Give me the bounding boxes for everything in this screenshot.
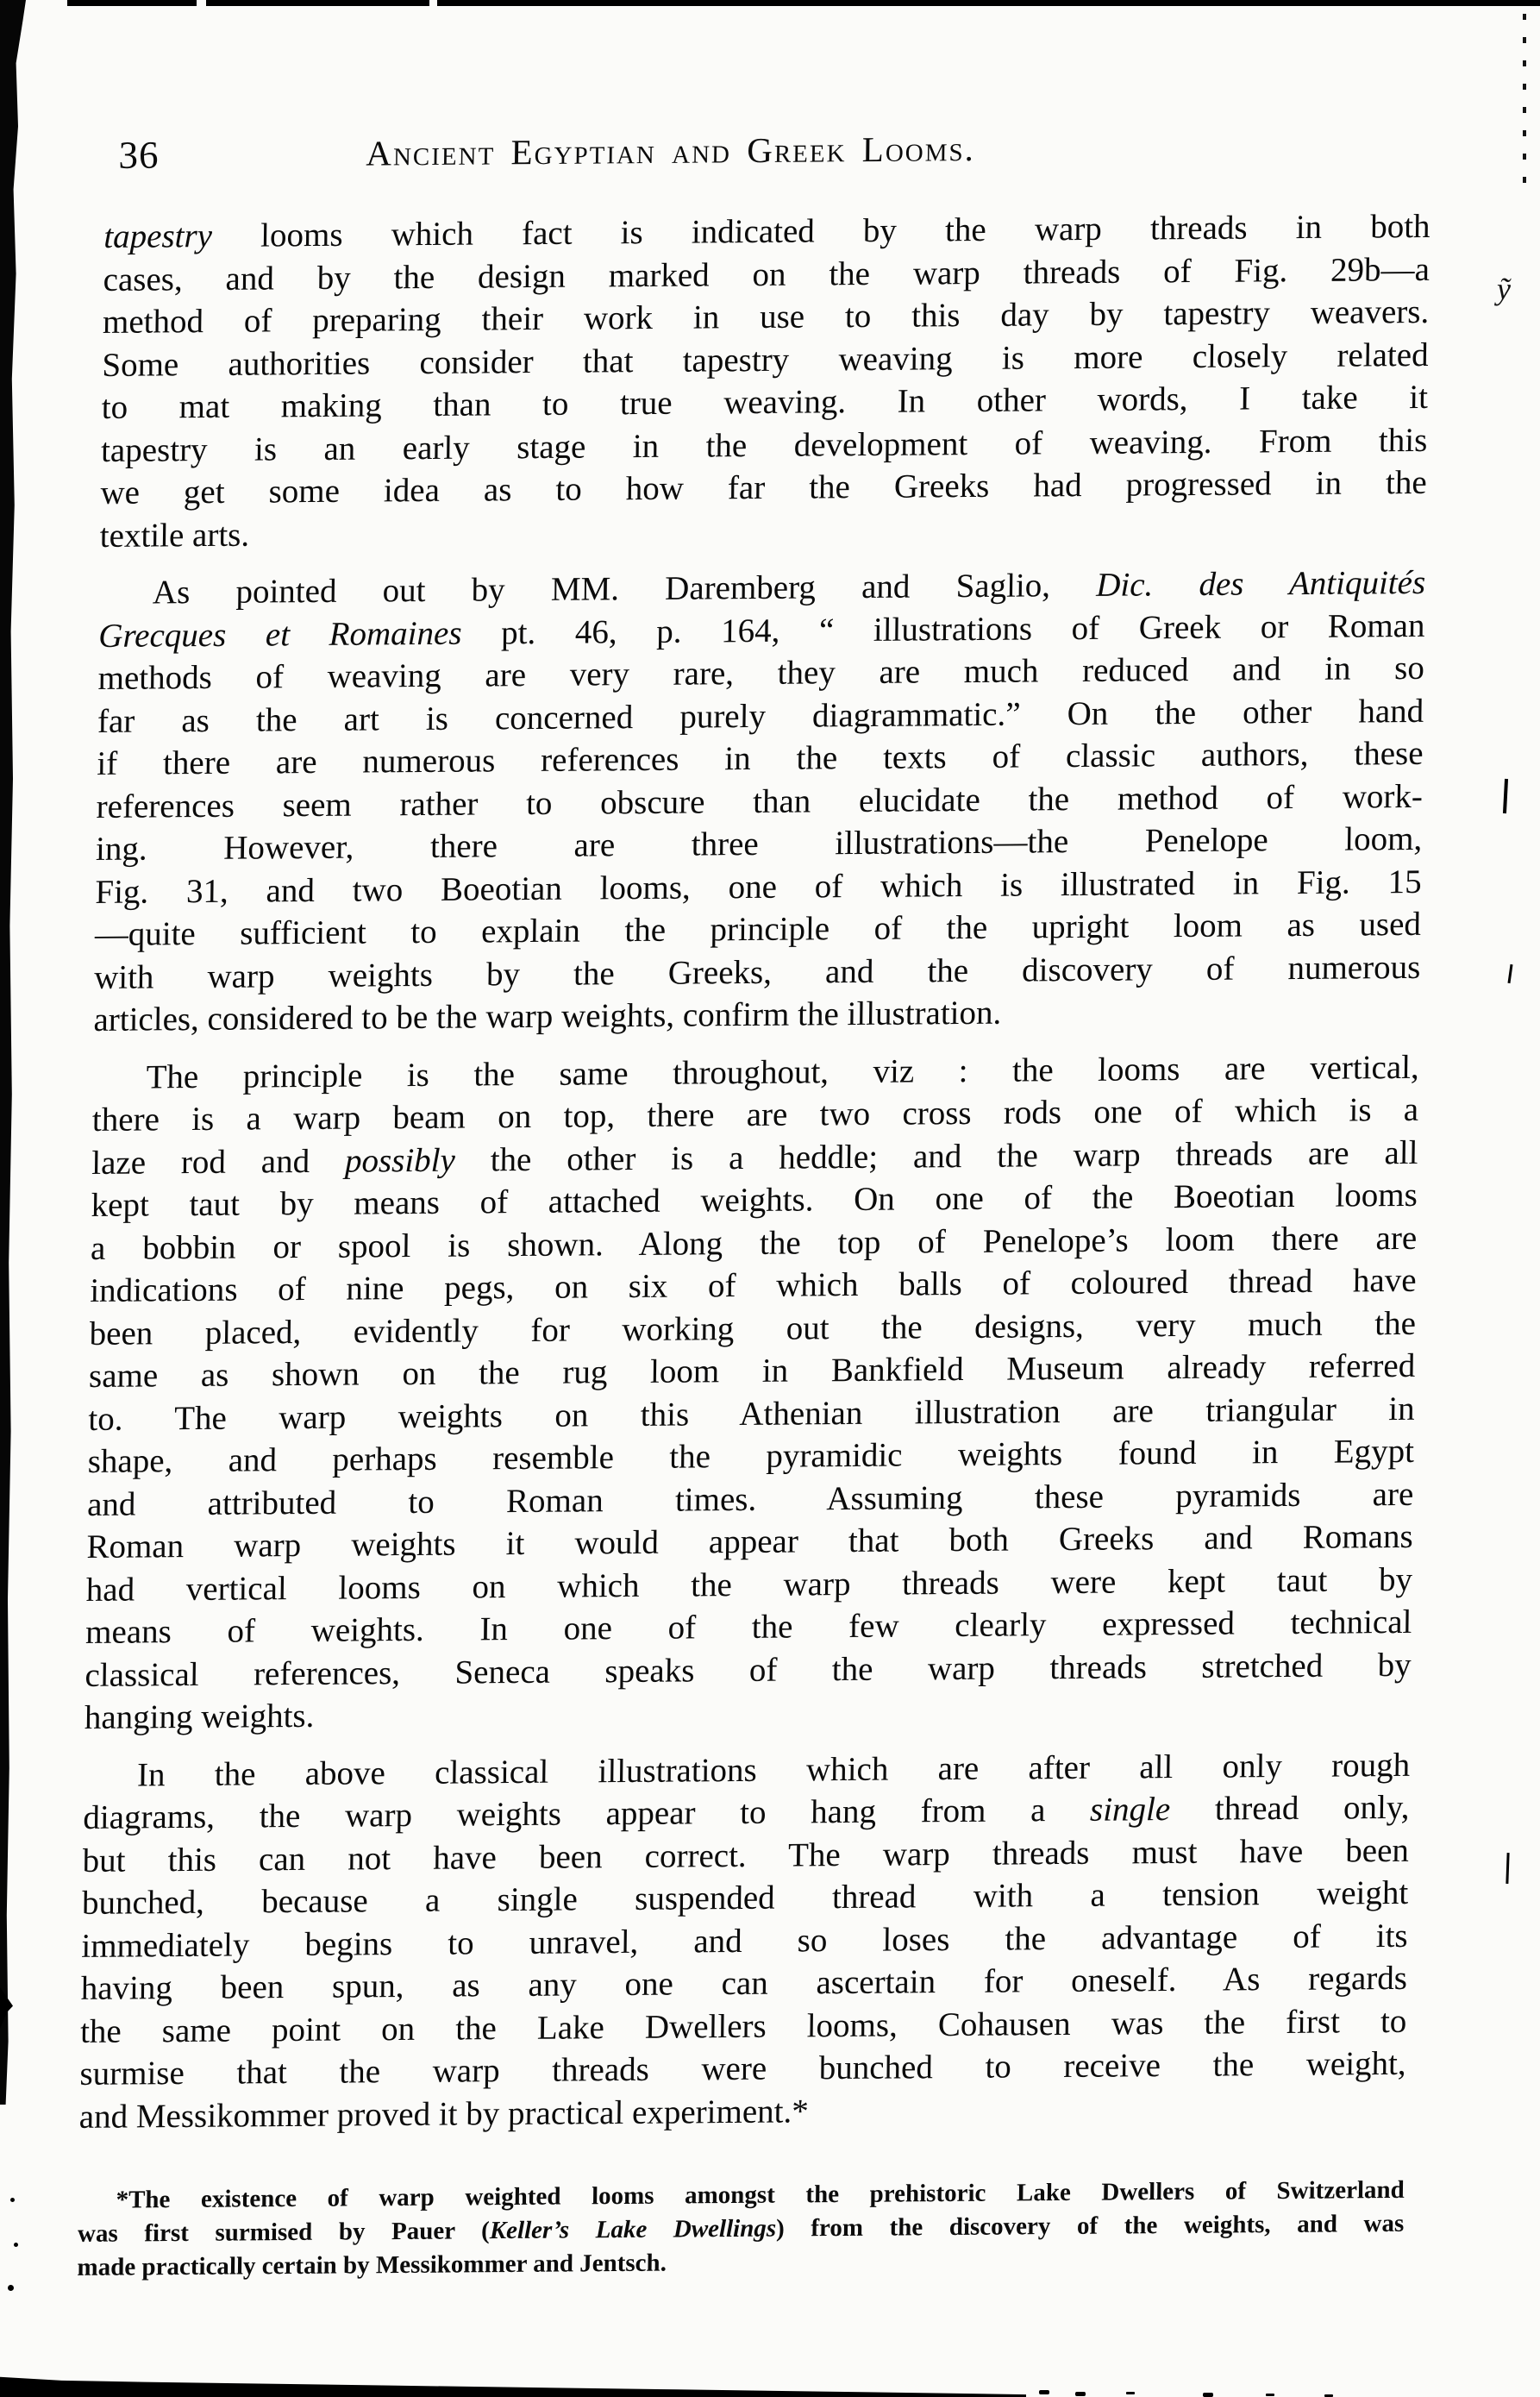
text-line: diagrams, the warp weights appear to hang from a single thread only, xyxy=(83,1788,1410,1836)
footnote-lines xyxy=(77,2174,1405,2285)
text-line: Grecques et Romaines pt. 46, p. 164, “ illustrations of Greek or Roman xyxy=(98,606,1425,655)
margin-tick-mark xyxy=(1507,964,1512,983)
text-line: means of weights. In one of the few clearly expressed technical xyxy=(85,1603,1412,1651)
margin-stroke-mark xyxy=(1503,779,1508,813)
scan-left-specks xyxy=(10,2198,15,2202)
text-line: had vertical looms on which the warp threads were kept taut by xyxy=(85,1560,1413,1609)
text-line: immediately begins to unravel, and so loses the advantage of its xyxy=(81,1917,1408,1965)
text-line: Some authorities consider that tapestry weaving is more closely related xyxy=(102,336,1429,384)
text-line: In the above classical illustrations which are after all only rough xyxy=(136,1746,1411,1793)
paragraph xyxy=(79,1743,1411,2138)
scan-smudge-dots xyxy=(1039,2390,1049,2394)
footnote-line: made practically certain by Messikommer and Jentsch. xyxy=(77,2249,667,2281)
page-number: 36 xyxy=(118,133,160,177)
text-line: been placed, evidently for working out the designs, very much the xyxy=(89,1304,1417,1352)
text-line: shape, and perhaps resemble the pyramidic weights found in Egypt xyxy=(87,1432,1415,1480)
footnote xyxy=(77,2174,1405,2285)
text-line: —quite sufficient to explain the principle of the upright loom as used xyxy=(94,905,1422,953)
text-line: with warp weights by the Greeks, and the discovery of numerous xyxy=(93,948,1421,996)
body-text xyxy=(78,205,1430,2153)
footnote-line: was first surmised by Pauer (Keller’s Lake Dwellings) from the discovery of the weights, and was xyxy=(77,2209,1405,2248)
text-line: laze rod and possibly the other is a heddle; and the warp threads are all xyxy=(91,1133,1418,1182)
paragraph xyxy=(93,562,1425,1042)
text-line: methods of weaving are very rare, they are much reduced and in so xyxy=(97,649,1425,697)
text-line: classical references, Seneca speaks of the warp threads stretched by xyxy=(85,1646,1412,1694)
text-line: articles, considered to be the warp weights, confirm the illustration. xyxy=(93,994,1002,1038)
text-line: tapestry is an early stage in the development of weaving. From this xyxy=(100,421,1428,469)
text-line: indications of nine pegs, on six of which balls of coloured thread have xyxy=(90,1261,1417,1309)
scan-edge-top xyxy=(67,0,1540,6)
text-line: but this can not have been correct. The warp threads must have been xyxy=(82,1831,1410,1879)
text-line: Roman warp weights it would appear that both Greeks and Romans xyxy=(86,1517,1413,1566)
text-line: cases, and by the design marked on the warp threads of Fig. 29b—a xyxy=(103,250,1430,298)
running-header: Ancient Egyptian and Greek Looms. xyxy=(366,129,976,173)
text-line: hanging weights. xyxy=(84,1697,315,1736)
footnote-line: *The existence of warp weighted looms amongst the prehistoric Lake Dwellers of Switzerland xyxy=(116,2175,1405,2214)
text-line: there is a warp beam on top, there are two cross rods one of which is a xyxy=(91,1090,1419,1139)
text-line: same as shown on the rug loom in Bankfield Museum already referred xyxy=(88,1346,1416,1395)
text-line: surmise that the warp threads were bunched to receive the weight, xyxy=(79,2044,1406,2093)
scan-edge-left xyxy=(0,0,26,2105)
text-line: and attributed to Roman times. Assuming these pyramids are xyxy=(86,1475,1414,1523)
margin-stroke-mark xyxy=(1506,1853,1509,1884)
text-line: to mat making than to true weaving. In other words, I take it xyxy=(101,378,1429,426)
text-line: As pointed out by MM. Daremberg and Saglio, Dic. des Antiquités xyxy=(152,563,1426,612)
text-line: having been spun, as any one can ascertain for oneself. As regards xyxy=(80,1959,1408,2007)
text-line: Fig. 31, and two Boeotian looms, one of which is illustrated in Fig. 15 xyxy=(95,863,1422,911)
paragraph xyxy=(85,1045,1420,1739)
text-line: a bobbin or spool is shown. Along the top of Penelope’s loom there are xyxy=(90,1219,1418,1267)
text-line: far as the art is concerned purely diagrammatic.” On the other hand xyxy=(97,692,1424,740)
text-line: ing. However, there are three illustrations—the Penelope loom, xyxy=(95,819,1423,868)
text-line: textile arts. xyxy=(99,516,250,555)
text-line: The principle is the same throughout, viz : the looms are vertical, xyxy=(146,1048,1420,1095)
text-line: kept taut by means of attached weights. On one of the Boeotian looms xyxy=(91,1176,1418,1224)
text-line: method of preparing their work in use to this day by tapestry weavers. xyxy=(102,292,1430,341)
paragraph xyxy=(100,205,1430,557)
scan-smudge-bottom xyxy=(0,2372,1026,2397)
scan-dotted-margin xyxy=(1523,14,1526,186)
text-line: to. The warp weights on this Athenian illustration are triangular in xyxy=(88,1390,1415,1438)
margin-ink-mark: ỹ xyxy=(1497,272,1511,306)
text-line: we get some idea as to how far the Greeks had progressed in the xyxy=(100,463,1427,511)
text-line: and Messikommer proved it by practical experiment.* xyxy=(78,2092,810,2136)
text-line: the same point on the Lake Dwellers looms, Cohausen was the first to xyxy=(79,2002,1407,2050)
text-line: if there are numerous references in the texts of classic authors, these xyxy=(97,734,1424,782)
text-line: bunched, because a single suspended thread with a tension weight xyxy=(81,1873,1409,1922)
page-content xyxy=(77,119,1431,2281)
text-line: references seem rather to obscure than elucidate the method of work- xyxy=(96,777,1424,825)
text-line: tapestry looms which fact is indicated by the warp threads in both xyxy=(103,207,1430,255)
